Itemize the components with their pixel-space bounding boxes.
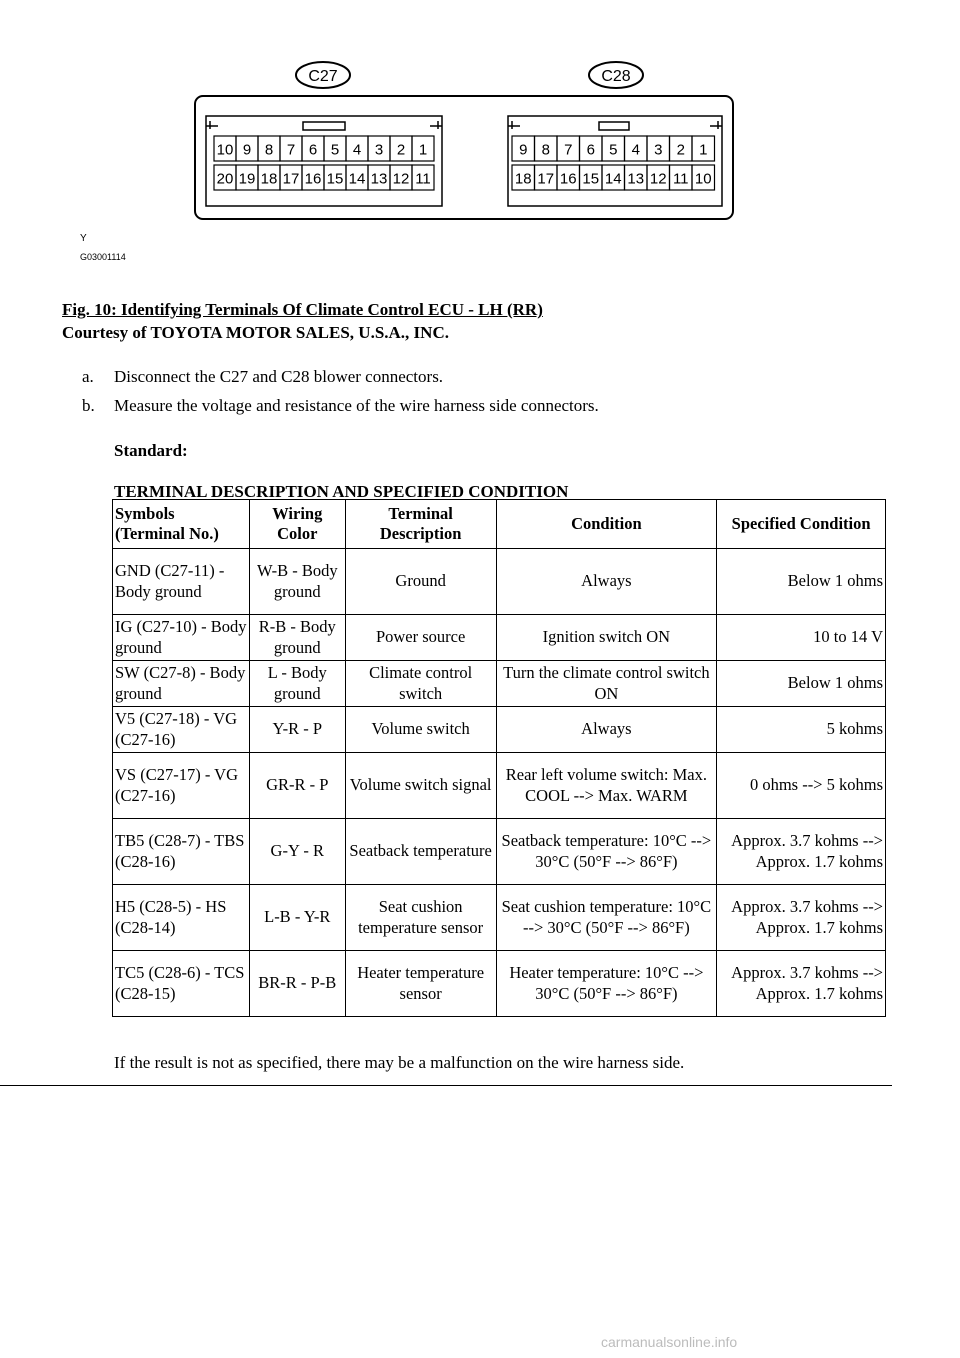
c27-pin: 11: [415, 170, 431, 188]
c28-pin: 5: [609, 141, 618, 159]
header-condition: Condition: [496, 500, 717, 549]
cell-specified-condition: 0 ohms --> 5 kohms: [717, 753, 886, 819]
header-terminal-description: Terminal Description: [345, 500, 496, 549]
cell-wiring-color: G-Y - R: [249, 819, 345, 885]
cell-terminal-description: Heater temperature sensor: [345, 951, 496, 1017]
c28-pin: 7: [564, 141, 573, 159]
c28-pin: 15: [582, 170, 600, 188]
connector-outline: [195, 96, 733, 219]
c27-label: C27: [308, 68, 338, 85]
diagram-code-small: Y: [80, 233, 87, 244]
step-text: Measure the voltage and resistance of the wire harness side connectors.: [114, 396, 599, 415]
c27-pin: 14: [348, 170, 366, 188]
c28-pin: 17: [537, 170, 555, 188]
c27-pin: 20: [216, 170, 234, 188]
cell-terminal-description: Seat cushion temperature sensor: [345, 885, 496, 951]
step-marker: b.: [82, 396, 95, 415]
cell-symbols: GND (C27-11) - Body ground: [113, 549, 250, 615]
diagram-id: G03001114: [80, 252, 126, 262]
terminal-spec-table: [112, 499, 886, 1017]
result-note: If the result is not as specified, there may be a malfunction on the wire harness side.: [114, 1053, 685, 1072]
c28-pin: 14: [604, 170, 622, 188]
header-specified-condition: Specified Condition: [717, 500, 886, 549]
cell-specified-condition: Approx. 3.7 kohms --> Approx. 1.7 kohms: [717, 885, 886, 951]
c27-pin: 2: [396, 141, 406, 159]
c27-pin: 4: [352, 141, 362, 159]
cell-wiring-color: R-B - Body ground: [249, 615, 345, 661]
cell-condition: Always: [496, 707, 717, 753]
table-header-row: [113, 500, 886, 549]
c28-latch: [599, 122, 629, 130]
c27-pin: 8: [264, 141, 274, 159]
c27-pin: 9: [242, 141, 252, 159]
header-wiring-color: Wiring Color: [249, 500, 345, 549]
cell-wiring-color: L-B - Y-R: [249, 885, 345, 951]
table-row: [113, 819, 886, 885]
c27-pin: 13: [370, 170, 388, 188]
figure-caption: Fig. 10: Identifying Terminals Of Climate Control ECU - LH (RR): [62, 300, 543, 319]
c27-pin: 10: [216, 141, 234, 159]
c28-pin: 1: [699, 141, 708, 159]
c27-pin: 15: [326, 170, 344, 188]
table-row: [113, 951, 886, 1017]
c28-pin: 6: [586, 141, 595, 159]
table-row: [113, 661, 886, 707]
cell-terminal-description: Seatback temperature: [345, 819, 496, 885]
cell-specified-condition: 10 to 14 V: [717, 615, 886, 661]
cell-symbols: TB5 (C28-7) - TBS (C28-16): [113, 819, 250, 885]
c28-pin: 8: [541, 141, 550, 159]
step-text: Disconnect the C27 and C28 blower connectors.: [114, 367, 444, 386]
figure-credit: Courtesy of TOYOTA MOTOR SALES, U.S.A., INC.: [62, 323, 449, 342]
c27-pin: 17: [282, 170, 300, 188]
cell-wiring-color: BR-R - P-B: [249, 951, 345, 1017]
c27-pin: 12: [392, 170, 410, 188]
cell-terminal-description: Ground: [345, 549, 496, 615]
cell-condition: Always: [496, 549, 717, 615]
horizontal-rule: [0, 1085, 892, 1086]
table-title: TERMINAL DESCRIPTION AND SPECIFIED CONDITION: [114, 482, 569, 501]
cell-condition: Ignition switch ON: [496, 615, 717, 661]
cell-specified-condition: Below 1 ohms: [717, 661, 886, 707]
cell-wiring-color: Y-R - P: [249, 707, 345, 753]
c27-pin: 19: [238, 170, 256, 188]
c27-pin: 6: [308, 141, 318, 159]
c28-pin: 11: [672, 170, 689, 188]
table-row: [113, 707, 886, 753]
cell-specified-condition: Approx. 3.7 kohms --> Approx. 1.7 kohms: [717, 819, 886, 885]
cell-wiring-color: W-B - Body ground: [249, 549, 345, 615]
table-row: [113, 753, 886, 819]
cell-wiring-color: GR-R - P: [249, 753, 345, 819]
cell-specified-condition: 5 kohms: [717, 707, 886, 753]
cell-symbols: VS (C27-17) - VG (C27-16): [113, 753, 250, 819]
c28-pin: 12: [649, 170, 667, 188]
cell-wiring-color: L - Body ground: [249, 661, 345, 707]
c27-pin: 18: [260, 170, 278, 188]
cell-terminal-description: Volume switch: [345, 707, 496, 753]
step-marker: a.: [82, 367, 94, 386]
cell-symbols: IG (C27-10) - Body ground: [113, 615, 250, 661]
cell-condition: Turn the climate control switch ON: [496, 661, 717, 707]
standard-label: Standard:: [114, 441, 188, 460]
c28-pin: 10: [694, 170, 712, 188]
cell-condition: Seatback temperature: 10°C --> 30°C (50°F --> 86°F): [496, 819, 717, 885]
c27-pin: 1: [418, 141, 428, 159]
c28-label: C28: [601, 68, 631, 85]
table-row: [113, 885, 886, 951]
cell-terminal-description: Climate control switch: [345, 661, 496, 707]
cell-symbols: H5 (C28-5) - HS (C28-14): [113, 885, 250, 951]
cell-terminal-description: Power source: [345, 615, 496, 661]
c28-pin: 13: [627, 170, 645, 188]
cell-symbols: V5 (C27-18) - VG (C27-16): [113, 707, 250, 753]
table-row: [113, 615, 886, 661]
c27-pin: 3: [374, 141, 384, 159]
c28-pin: 9: [519, 141, 528, 159]
c28-pin: 18: [514, 170, 532, 188]
c28-pin: 16: [559, 170, 577, 188]
c28-pin: 4: [631, 141, 640, 159]
c27-latch: [303, 122, 345, 130]
c28-pin: 2: [676, 141, 685, 159]
cell-symbols: SW (C27-8) - Body ground: [113, 661, 250, 707]
cell-symbols: TC5 (C28-6) - TCS (C28-15): [113, 951, 250, 1017]
c27-pin: 5: [330, 141, 340, 159]
cell-condition: Heater temperature: 10°C --> 30°C (50°F --> 86°F): [496, 951, 717, 1017]
c27-pin: 7: [286, 141, 296, 159]
cell-specified-condition: Below 1 ohms: [717, 549, 886, 615]
cell-condition: Seat cushion temperature: 10°C --> 30°C (50°F --> 86°F): [496, 885, 717, 951]
c27-pin: 16: [304, 170, 322, 188]
cell-terminal-description: Volume switch signal: [345, 753, 496, 819]
c28-pin: 3: [654, 141, 663, 159]
cell-condition: Rear left volume switch: Max. COOL --> Max. WARM: [496, 753, 717, 819]
table-row: [113, 549, 886, 615]
watermark: carmanualsonline.info: [601, 1334, 738, 1350]
header-symbols: Symbols (Terminal No.): [113, 500, 250, 549]
connector-diagram: [60, 55, 760, 270]
cell-specified-condition: Approx. 3.7 kohms --> Approx. 1.7 kohms: [717, 951, 886, 1017]
